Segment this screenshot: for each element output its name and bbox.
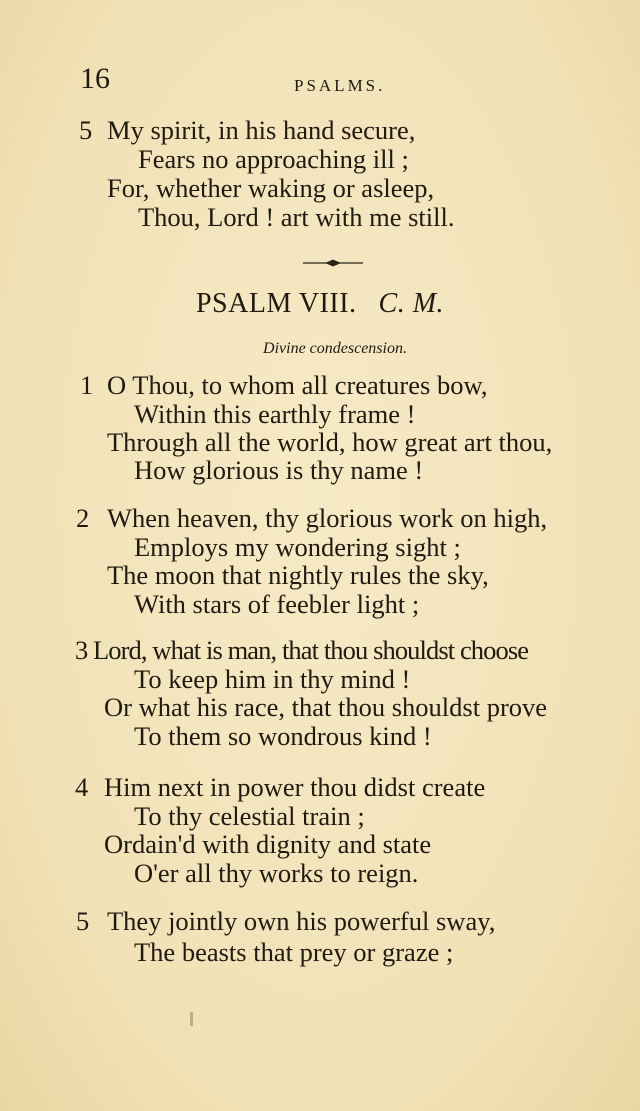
verse-line: To keep him in thy mind ! <box>134 664 411 694</box>
verse-line: Ordain'd with dignity and state <box>104 829 432 859</box>
stanza-number: 2 <box>76 503 90 533</box>
verse-line: When heaven, thy glorious work on high, <box>107 503 548 533</box>
verse-line: O'er all thy works to reign. <box>134 858 419 888</box>
verse-line: They jointly own his powerful sway, <box>107 906 496 936</box>
verse-line: Or what his race, that thou shouldst prove <box>104 692 548 722</box>
print-mark <box>190 1012 193 1026</box>
page-number: 16 <box>80 62 110 95</box>
psalm-title <box>0 288 640 320</box>
running-head <box>80 62 560 102</box>
running-title: PSALMS. <box>294 76 386 95</box>
verse-line: To them so wondrous kind ! <box>134 721 432 751</box>
psalm-subtitle: Divine condescension. <box>263 340 407 357</box>
psalm-title-text: PSALM VIII. <box>195 288 357 319</box>
verse-line: Thou, Lord ! art with me still. <box>138 202 455 232</box>
verse-line: The beasts that prey or graze ; <box>134 937 454 967</box>
stanza-number: 4 <box>75 772 89 802</box>
verse-line: Through all the world, how great art thou, <box>107 427 553 457</box>
verse-line: With stars of feebler light ; <box>134 589 420 619</box>
verse-line: My spirit, in his hand secure, <box>107 115 416 145</box>
ornament-rule <box>303 258 363 268</box>
verse-line: To thy celestial train ; <box>134 801 365 831</box>
stanza-number: 3 <box>75 635 89 665</box>
verse-line: Lord, what is man, that thou shouldst choose <box>93 635 529 665</box>
verse-line: Within this earthly frame ! <box>134 399 416 429</box>
verse-line: For, whether waking or asleep, <box>107 173 435 203</box>
verse-line: Employs my wondering sight ; <box>134 532 461 562</box>
verse-line: The moon that nightly rules the sky, <box>107 560 489 590</box>
verse-line: Fears no approaching ill ; <box>138 144 409 174</box>
stanza-number: 5 <box>79 115 93 145</box>
psalm-meter: C. M. <box>378 288 445 319</box>
stanza-number: 5 <box>76 906 90 936</box>
verse-line: How glorious is thy name ! <box>134 455 424 485</box>
verse-line: Him next in power thou didst create <box>104 772 486 802</box>
stanza-number: 1 <box>80 370 94 400</box>
verse-line: O Thou, to whom all creatures bow, <box>107 370 488 400</box>
